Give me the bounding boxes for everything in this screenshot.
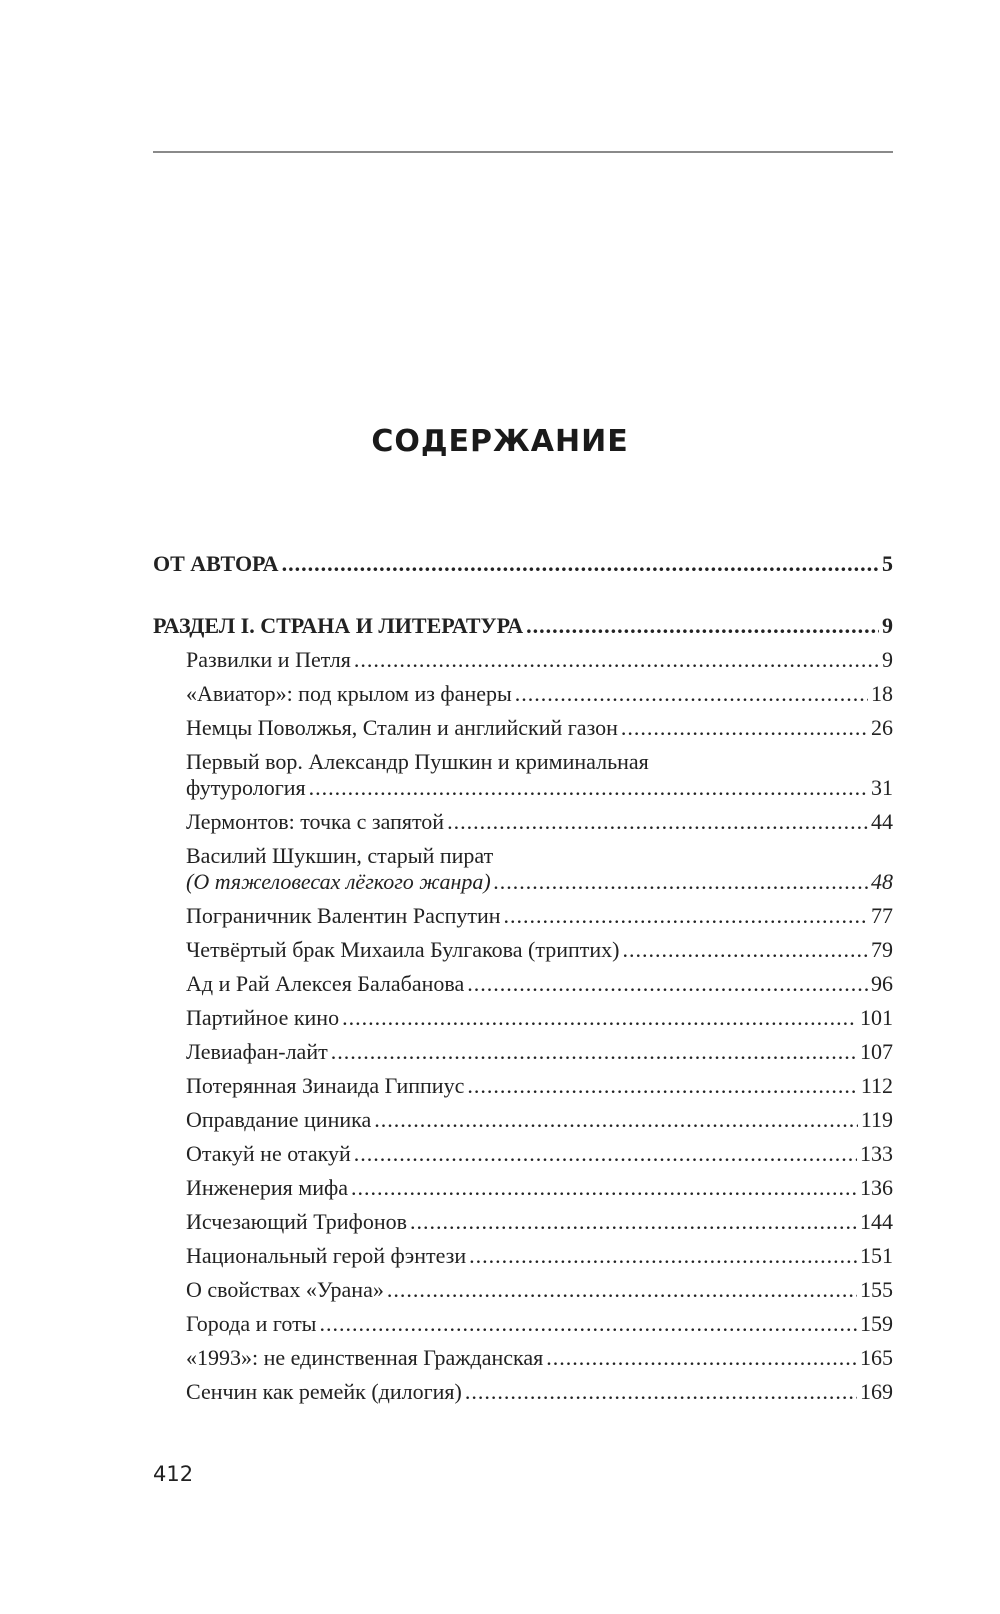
- dot-leader: [354, 1141, 857, 1167]
- toc-entry-multiline[interactable]: [153, 749, 893, 801]
- toc-entry[interactable]: [153, 809, 893, 835]
- toc-label-line1: Василий Шукшин, старый пират: [186, 843, 494, 868]
- toc-label: Сенчин как ремейк (дилогия): [186, 1379, 462, 1404]
- toc-page: 5: [882, 551, 893, 576]
- page-number: 412: [153, 1462, 194, 1486]
- toc-label-line1: Первый вор. Александр Пушкин и криминальная: [186, 749, 649, 774]
- dot-leader: [467, 971, 868, 997]
- toc-entry[interactable]: [153, 903, 893, 929]
- toc-entry[interactable]: [153, 971, 893, 997]
- toc-page: 155: [860, 1277, 893, 1302]
- toc-label: РАЗДЕЛ I. СТРАНА И ЛИТЕРАТУРА: [153, 613, 524, 638]
- dot-leader: [351, 1175, 857, 1201]
- toc-page: 101: [860, 1005, 893, 1030]
- toc-entry-multiline[interactable]: [153, 843, 893, 895]
- dot-leader: [331, 1039, 857, 1065]
- dot-leader: [622, 937, 868, 963]
- toc-entry[interactable]: [153, 647, 893, 673]
- toc-label: Немцы Поволжья, Сталин и английский газон: [186, 715, 618, 740]
- toc-label: Отакуй не отакуй: [186, 1141, 351, 1166]
- toc-page: 133: [860, 1141, 893, 1166]
- dot-leader: [447, 809, 868, 835]
- page-title: СОДЕРЖАНИЕ: [371, 424, 629, 459]
- toc-label: Потерянная Зинаида Гиппиус: [186, 1073, 465, 1098]
- toc-label: Исчезающий Трифонов: [186, 1209, 407, 1234]
- dot-leader: [515, 681, 868, 707]
- toc-label: «1993»: не единственная Гражданская: [186, 1345, 544, 1370]
- toc-label: Четвёртый брак Михаила Булгакова (триптих): [186, 937, 620, 962]
- table-of-contents: [153, 551, 893, 1413]
- toc-page: 165: [860, 1345, 893, 1370]
- toc-page: 31: [871, 775, 893, 800]
- toc-label: О свойствах «Урана»: [186, 1277, 384, 1302]
- toc-page: 169: [860, 1379, 893, 1404]
- toc-entry[interactable]: [153, 681, 893, 707]
- toc-label: Ад и Рай Алексея Балабанова: [186, 971, 465, 996]
- dot-leader: [410, 1209, 857, 1235]
- toc-entry[interactable]: [153, 1107, 893, 1133]
- toc-label: ОТ АВТОРА: [153, 551, 279, 576]
- toc-label: Партийное кино: [186, 1005, 340, 1030]
- toc-page: 9: [882, 613, 893, 638]
- toc-label: Левиафан-лайт: [186, 1039, 328, 1064]
- toc-page: 112: [860, 1073, 893, 1098]
- dot-leader: [374, 1107, 858, 1133]
- toc-page: 48: [871, 869, 893, 894]
- toc-entry[interactable]: [153, 1243, 893, 1269]
- toc-page: 119: [860, 1107, 893, 1132]
- dot-leader: [282, 551, 879, 577]
- toc-entry[interactable]: [153, 1379, 893, 1405]
- toc-label: Развилки и Петля: [186, 647, 351, 672]
- toc-entry[interactable]: [153, 1073, 893, 1099]
- toc-label: (О тяжеловесах лёгкого жанра): [186, 869, 491, 894]
- toc-page: 136: [860, 1175, 893, 1200]
- toc-entry[interactable]: [153, 1345, 893, 1371]
- toc-page: 79: [871, 937, 893, 962]
- toc-label: Национальный герой фэнтези: [186, 1243, 467, 1268]
- toc-entry[interactable]: [153, 1039, 893, 1065]
- toc-page: 77: [871, 903, 893, 928]
- header-rule: [153, 151, 893, 153]
- dot-leader: [526, 613, 879, 639]
- toc-page: 18: [871, 681, 893, 706]
- toc-label: Лермонтов: точка с запятой: [186, 809, 445, 834]
- toc-entry[interactable]: [153, 1141, 893, 1167]
- toc-page: 151: [860, 1243, 893, 1268]
- toc-entry[interactable]: [153, 1277, 893, 1303]
- toc-entry[interactable]: [153, 1175, 893, 1201]
- dot-leader: [546, 1345, 857, 1371]
- toc-page: 159: [860, 1311, 893, 1336]
- toc-page: 107: [860, 1039, 893, 1064]
- dot-leader: [467, 1073, 857, 1099]
- toc-entry[interactable]: [153, 1005, 893, 1031]
- toc-page: 144: [860, 1209, 893, 1234]
- toc-entry[interactable]: [153, 1311, 893, 1337]
- dot-leader: [469, 1243, 857, 1269]
- dot-leader: [504, 903, 868, 929]
- toc-page: 9: [882, 647, 893, 672]
- toc-label: футурология: [186, 775, 306, 800]
- dot-leader: [465, 1379, 857, 1405]
- toc-label: Города и готы: [186, 1311, 317, 1336]
- toc-entry[interactable]: [153, 937, 893, 963]
- dot-leader: [621, 715, 868, 741]
- toc-label: Пограничник Валентин Распутин: [186, 903, 501, 928]
- toc-entry[interactable]: [153, 1209, 893, 1235]
- dot-leader: [387, 1277, 857, 1303]
- dot-leader: [354, 647, 879, 673]
- dot-leader: [342, 1005, 857, 1031]
- toc-page: 96: [871, 971, 893, 996]
- dot-leader: [494, 869, 868, 895]
- toc-entry[interactable]: [153, 715, 893, 741]
- toc-page: 26: [871, 715, 893, 740]
- toc-label: «Авиатор»: под крылом из фанеры: [186, 681, 512, 706]
- dot-leader: [309, 775, 868, 801]
- dot-leader: [319, 1311, 857, 1337]
- toc-page: 44: [871, 809, 893, 834]
- toc-label: Оправдание циника: [186, 1107, 372, 1132]
- toc-section-1[interactable]: [153, 613, 893, 639]
- toc-label: Инженерия мифа: [186, 1175, 348, 1200]
- toc-section-author[interactable]: [153, 551, 893, 577]
